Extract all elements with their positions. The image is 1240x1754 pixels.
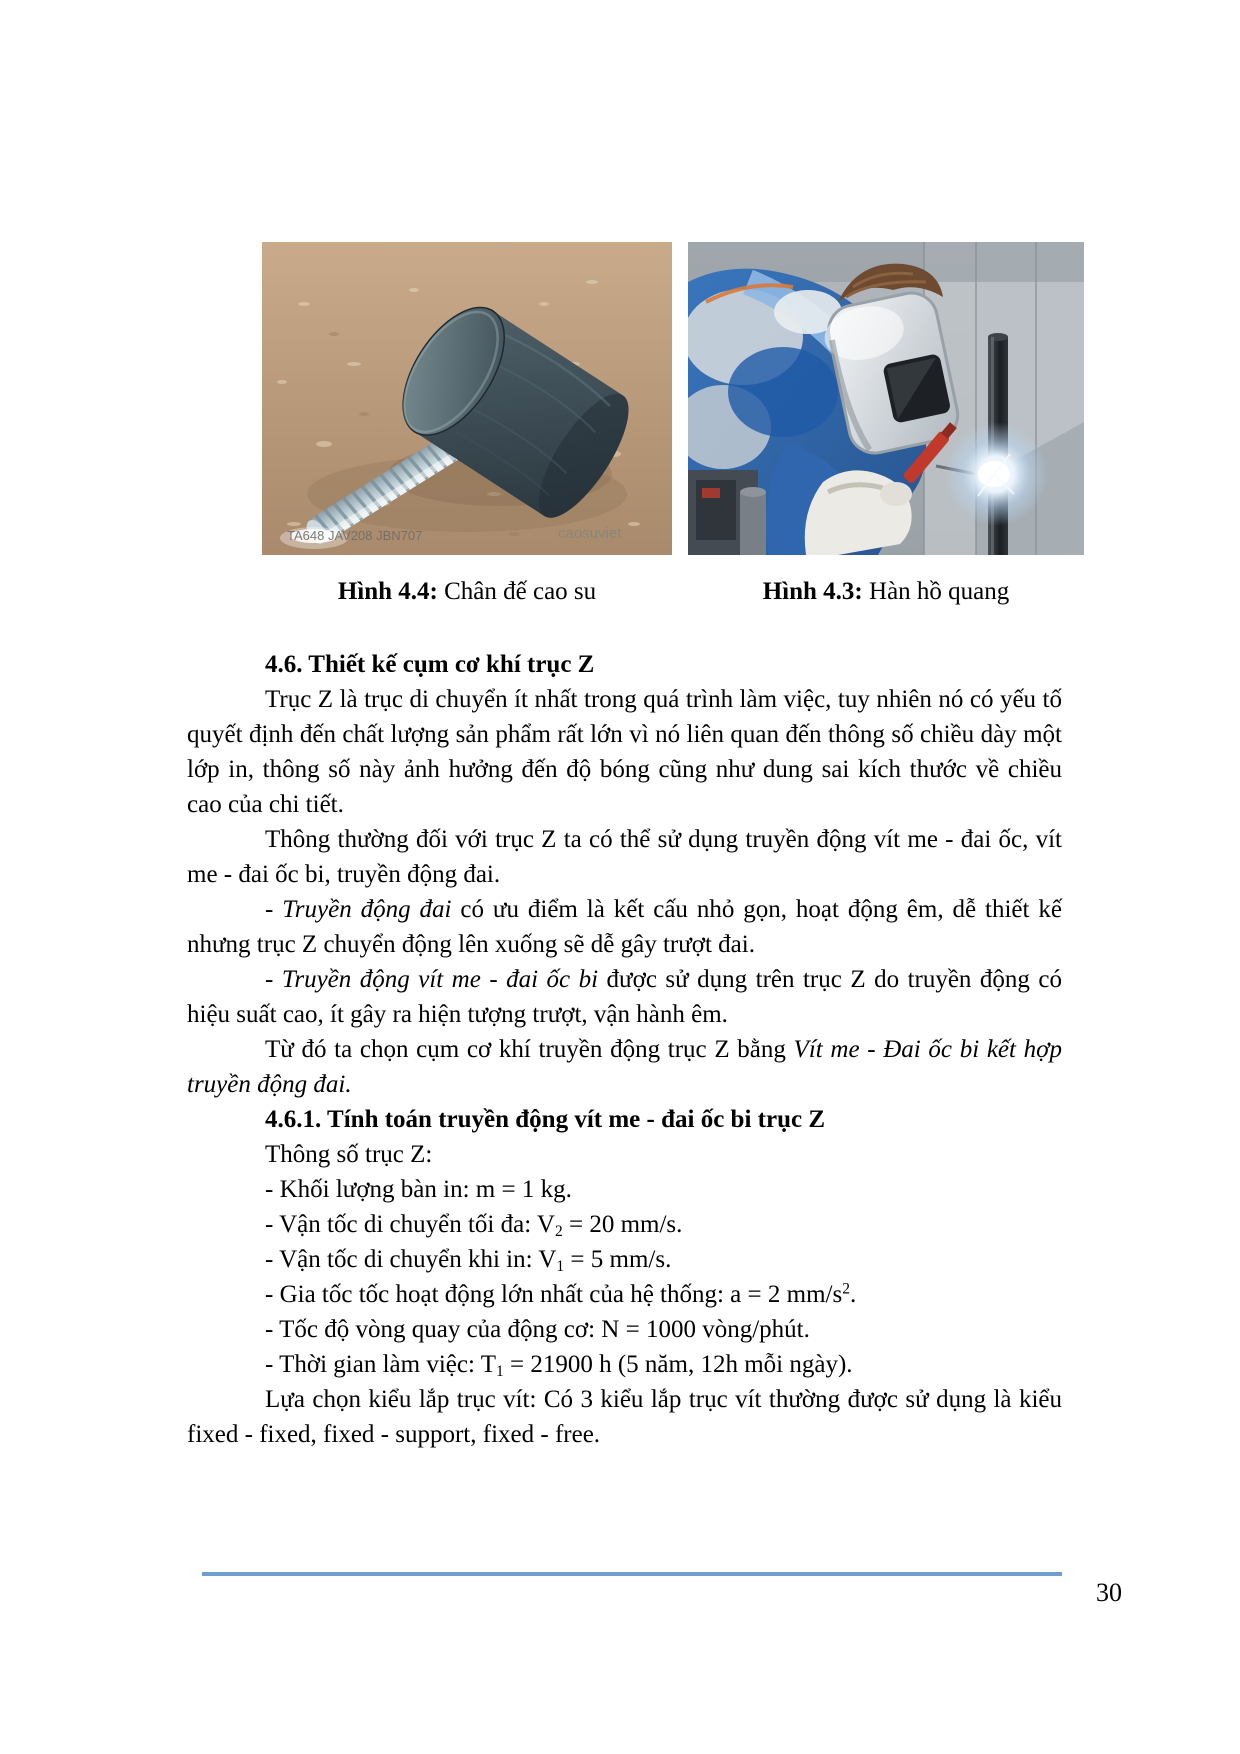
spec-accel — [187, 1277, 1062, 1312]
figure-4-4-caption — [262, 574, 672, 610]
spec-vmax-post: = 20 mm/s. — [562, 1211, 683, 1238]
belt-drive-term: Truyền động đai — [282, 896, 452, 923]
spec-vprint-pre: - Vận tốc di chuyển khi in: V — [265, 1246, 557, 1273]
spec-vmax — [187, 1207, 1062, 1242]
paragraph-belt-drive — [187, 892, 1062, 962]
spec-intro: Thông số trục Z: — [265, 1141, 433, 1168]
spec-accel-pre: - Gia tốc tốc hoạt động lớn nhất của hệ thống: a = 2 mm/s — [265, 1281, 843, 1308]
spec-vprint-sub: 1 — [556, 1257, 565, 1275]
paragraph-z-axis-intro: Trục Z là trục di chuyển ít nhất trong quá trình làm việc, tuy nhiên nó có yếu tố quyết định đến chất lượng sản phẩm rất lớn vì nó liên quan đến thông số chiều dày một lớp in, thông số này ảnh hưởng đến độ bóng cũng như dung sai kích thước về chiều cao của chi tiết. — [187, 686, 1062, 818]
spec-time-pre: - Thời gian làm việc: T — [265, 1351, 496, 1378]
page-number: 30 — [1096, 1578, 1122, 1607]
figure-4-4-caption-title: Chân đế cao su — [437, 578, 597, 605]
belt-drive-dash: - — [265, 896, 283, 923]
spec-mass: - Khối lượng bàn in: m = 1 kg. — [265, 1176, 572, 1203]
section-4-6-heading: 4.6. Thiết kế cụm cơ khí trục Z — [265, 651, 595, 678]
paragraph-mount-types: Lựa chọn kiểu lắp trục vít: Có 3 kiểu lắp trục vít thường được sử dụng là kiểu fixed - fixed, fixed - support, fixed - free. — [187, 1386, 1062, 1448]
section-4-6-1-heading: 4.6.1. Tính toán truyền động vít me - đai ốc bi trục Z — [265, 1106, 825, 1133]
spec-vprint — [187, 1242, 1062, 1277]
figure-4-4-watermark-brand: caosuviet — [558, 525, 622, 542]
spec-vmax-sub: 2 — [555, 1222, 563, 1240]
paragraph-ballscrew-drive — [187, 962, 1062, 1032]
body-text — [187, 647, 1062, 1452]
figure-4-3-caption-title: Hàn hồ quang — [862, 578, 1010, 605]
figure-4-3-caption-label: Hình 4.3: — [762, 578, 863, 605]
figure-4-4-watermark-codes: TA648 JAV208 JBN707 — [287, 528, 423, 543]
conclusion-lead: Từ đó ta chọn cụm cơ khí truyền động trục Z bằng — [265, 1036, 794, 1063]
spec-time — [187, 1347, 1062, 1382]
ballscrew-term: Truyền động vít me - đai ốc bi — [281, 966, 599, 993]
spec-time-sub: 1 — [496, 1362, 504, 1380]
belt-drive-rest: có ưu điểm là kết cấu nhỏ gọn, hoạt động êm, dễ thiết kế nhưng trục Z chuyển động lên xuống sẽ dễ gây trượt đai. — [187, 896, 1062, 958]
figure-4-3-photo — [688, 242, 1084, 555]
welding-illustration — [688, 242, 1084, 555]
conclusion-choice: Vít me - Đai ốc bi kết hợp truyền động đai. — [187, 1036, 1062, 1098]
figure-4-4-caption-label: Hình 4.4: — [337, 578, 438, 605]
figure-4-3-caption — [688, 574, 1084, 610]
ballscrew-dash: - — [265, 966, 282, 993]
paragraph-conclusion — [187, 1032, 1062, 1102]
paragraph-drive-options: Thông thường đối với trục Z ta có thể sử dụng truyền động vít me - đai ốc, vít me - đai ốc bi, truyền động đai. — [187, 826, 1062, 888]
rubber-foot-illustration — [262, 242, 672, 555]
spec-vmax-pre: - Vận tốc di chuyển tối đa: V — [265, 1211, 555, 1238]
spec-speed: - Tốc độ vòng quay của động cơ: N = 1000 vòng/phút. — [265, 1316, 810, 1343]
spec-accel-post: . — [849, 1281, 857, 1308]
figure-4-4-photo — [262, 242, 672, 555]
ballscrew-rest: được sử dụng trên trục Z do truyền động có hiệu suất cao, ít gây ra hiện tượng trượt, vận hành êm. — [187, 966, 1062, 1028]
spec-vprint-post: = 5 mm/s. — [564, 1246, 672, 1273]
footer-rule — [202, 1572, 1062, 1576]
spec-time-post: = 21900 h (5 năm, 12h mỗi ngày). — [503, 1351, 853, 1378]
spec-accel-sup: 2 — [842, 1280, 850, 1298]
